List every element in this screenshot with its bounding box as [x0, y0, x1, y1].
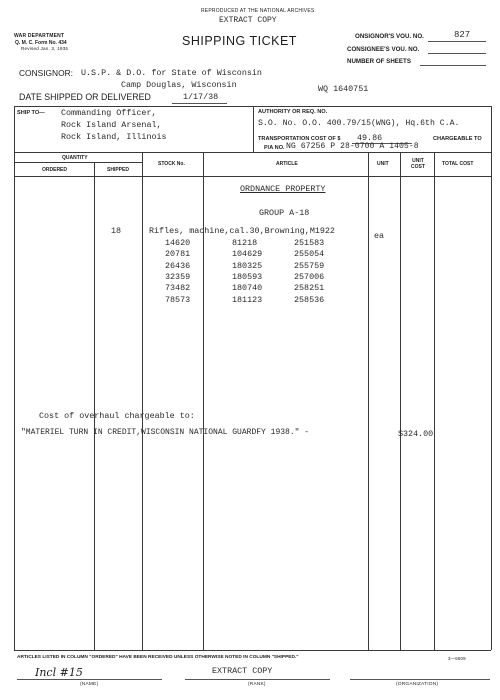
serial-number: 251583 [294, 238, 325, 248]
form-revised: Revised Jan. 3, 1935 [21, 46, 69, 51]
sheets-underline [420, 65, 486, 66]
date-underline [172, 103, 227, 104]
serial-number: 257006 [294, 271, 325, 282]
ordnance-heading: ORDNANCE PROPERTY [240, 184, 326, 194]
archives-stamp: REPRODUCED AT THE NATIONAL ARCHIVES [201, 8, 315, 14]
page-title: SHIPPING TICKET [182, 34, 297, 48]
sheets-label: NUMBER OF SHEETS [347, 58, 411, 65]
consignor-line-2: Camp Douglas, Wisconsin [121, 80, 237, 90]
consignor-voucher-value: 827 [454, 30, 471, 40]
col-divider-article [368, 152, 369, 650]
authority-value: S.O. No. O.O. 400.79/15(WNG), Hq.6th C.A. [258, 119, 460, 128]
rule-bottom [14, 650, 491, 651]
shipped-quantity: 18 [111, 226, 122, 236]
serial-number: 78573 [165, 294, 191, 305]
header-ordered: ORDERED [42, 167, 68, 173]
chargeable-label: CHARGEABLE TO [433, 136, 482, 142]
serial-number: 32359 [165, 271, 191, 282]
transport-cost-value: 49.86 [357, 133, 383, 143]
consignor-wq-number: WQ 1640751 [318, 84, 369, 94]
serial-number: 180593 [232, 271, 263, 282]
serial-number: 20781 [165, 249, 191, 260]
rule-columns-bottom [14, 176, 491, 177]
overhaul-line-1: Cost of overhaul chargeable to: [39, 411, 195, 421]
overhaul-amount: $324.00 [398, 429, 434, 439]
extract-copy-top: EXTRACT COPY [219, 16, 277, 25]
ship-to-label: SHIP TO— [17, 110, 45, 116]
serial-number: 258251 [294, 283, 325, 294]
serial-number: 81218 [232, 238, 258, 248]
pa-number-label: P/A NO. [264, 145, 285, 151]
footer-note: ARTICLES LISTED IN COLUMN "ORDERED" HAVE BEEN RECEIVED UNLESS OTHERWISE NOTED IN COLUMN "SHIPPED." [17, 655, 299, 660]
serial-number: 26436 [165, 260, 191, 271]
rank-line [185, 679, 330, 680]
rule-columns-top [14, 152, 491, 153]
organization-caption: (ORGANIZATION) [396, 682, 439, 687]
transport-cost-label: TRANSPORTATION COST OF $ [258, 136, 341, 142]
name-line [17, 679, 162, 680]
organization-line [350, 679, 490, 680]
ship-to-line-3: Rock Island, Illinois [61, 132, 167, 142]
group-label: GROUP A-18 [259, 208, 310, 218]
serial-number: 180325 [232, 260, 263, 271]
serial-number: 258536 [294, 294, 325, 305]
serial-number: 73482 [165, 283, 191, 294]
rule-quantity-split [14, 162, 142, 163]
consignor-voucher-label: ONSIGNOR'S VOU. NO. [355, 33, 424, 40]
consignee-voucher-label: CONSIGNEE'S VOU. NO. [347, 46, 420, 53]
consignor-line-1: U.S.P. & D.O. for State of Wisconsin [81, 68, 262, 78]
rank-caption: (RANK) [248, 682, 266, 687]
serial-number: 104629 [232, 249, 263, 260]
header-shipped: SHIPPED [107, 167, 129, 173]
authority-label: AUTHORITY OR REQ. NO. [258, 109, 328, 115]
ship-to-line-1: Commanding Officer, [61, 108, 157, 118]
header-article: ARTICLE [276, 161, 298, 167]
form-number: Q. M. C. Form No. 434 [15, 40, 67, 46]
war-department: WAR DEPARTMENT [14, 33, 65, 39]
voucher-underline [428, 41, 486, 42]
header-quantity: QUANTITY [62, 155, 88, 161]
header-unit: UNIT [377, 161, 389, 167]
col-divider-unit [400, 152, 401, 650]
shipto-authority-divider [253, 106, 254, 152]
frame-right [491, 106, 492, 650]
col-divider-ordered [94, 162, 95, 650]
header-total-cost: TOTAL COST [442, 161, 474, 167]
overhaul-line-2: "MATERIEL TURN IN CREDIT,WISCONSIN NATIONAL GUARDFY 1938." - [21, 428, 310, 437]
consignee-voucher-underline [428, 53, 486, 54]
serial-number: 255759 [294, 260, 325, 271]
handwritten-signature: Incl #15 [35, 666, 83, 679]
serial-number: 255054 [294, 249, 325, 260]
unit-value: ea [374, 231, 385, 241]
serial-number: 180740 [232, 283, 263, 294]
header-unit-cost: UNIT COST [411, 158, 425, 170]
col-divider-shipped [142, 152, 143, 650]
frame-left [14, 106, 15, 650]
date-shipped-value: 1/17/38 [183, 92, 219, 102]
ship-to-line-2: Rock Island Arsenal, [61, 120, 162, 130]
col-divider-unitcost [434, 152, 435, 650]
serial-number: 181123 [232, 294, 263, 305]
consignor-label: CONSIGNOR: [19, 68, 73, 78]
pa-number-value: NG 67256 P 28-0700 A 1405-8 [286, 142, 419, 151]
header-stock-number: STOCK No. [158, 161, 185, 167]
article-description: Rifles, machine,cal.30,Browning,M1922 [149, 226, 335, 236]
footer-code: 3—6609 [448, 656, 466, 661]
name-caption: (NAME) [80, 682, 99, 687]
extract-copy-bottom: EXTRACT COPY [212, 666, 273, 676]
serial-number: 14620 [165, 238, 191, 248]
date-shipped-label: DATE SHIPPED OR DELIVERED [19, 92, 151, 102]
